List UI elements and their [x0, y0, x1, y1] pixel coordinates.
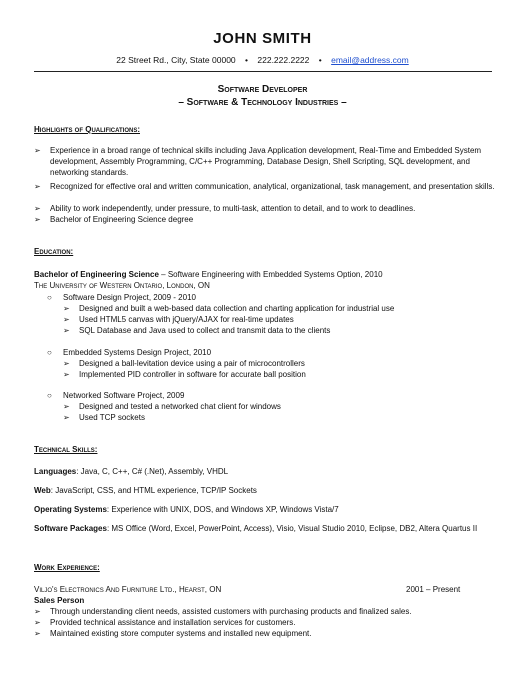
employment-dates: 2001 – Present — [406, 585, 461, 594]
circle-bullet-icon: ○ — [47, 391, 52, 400]
arrow-bullet-icon: ➢ — [63, 326, 70, 335]
project-title: Software Design Project, 2009 - 2010 — [63, 293, 196, 302]
project-bullet: Designed and built a web-based data collection and charting application for industrial use — [79, 304, 395, 313]
project-bullet: Used TCP sockets — [79, 413, 145, 422]
employer: Viljo's Electronics And Furniture Ltd., Hearst, ON — [34, 585, 222, 594]
arrow-bullet-icon: ➢ — [63, 315, 70, 324]
project-bullet: Designed a ball-levitation device using a pair of microcontrollers — [79, 359, 305, 368]
candidate-name: JOHN SMITH — [213, 30, 312, 47]
education-heading: Education: — [34, 247, 74, 256]
skill-value: : Experience with UNIX, DOS, and Windows XP, Windows Vista/7 — [106, 505, 339, 514]
degree-line — [34, 269, 383, 280]
qualification-item: Ability to work independently, under pressure, to multi-task, attention to detail, and to work to deadlines. — [50, 204, 416, 213]
arrow-bullet-icon: ➢ — [63, 402, 70, 411]
address: 22 Street Rd., City, State 00000 — [116, 55, 236, 65]
project-bullet: SQL Database and Java used to collect and transmit data to the clients — [79, 326, 331, 335]
experience-heading: Work Experience: — [34, 563, 100, 572]
job-title: Software Developer — [217, 84, 308, 95]
degree-detail: – Software Engineering with Embedded Systems Option, 2010 — [158, 270, 383, 279]
arrow-bullet-icon: ➢ — [34, 182, 41, 191]
project-bullet: Designed and tested a networked chat client for windows — [79, 402, 281, 411]
position-title: Sales Person — [34, 596, 85, 605]
qualification-item: Experience in a broad range of technical skills including Java Application development, Real-Time and Embedded System development, Assembly Programming, C/C++ Programming, Database Design, Shell Scripting, SQL development, and networking standards. — [50, 146, 482, 177]
arrow-bullet-icon: ➢ — [63, 413, 70, 422]
industry-subtitle: – Software & Technology Industries – — [178, 97, 347, 108]
qualification-item: Recognized for effective oral and written communication, analytical, organizational, task management, and presentation skills. — [50, 182, 495, 191]
skill-value: : JavaScript, CSS, and HTML experience, TCP/IP Sockets — [50, 486, 257, 495]
arrow-bullet-icon: ➢ — [34, 618, 41, 627]
project-title: Networked Software Project, 2009 — [63, 391, 185, 400]
skill-row-os — [34, 504, 339, 515]
phone: 222.222.2222 — [257, 55, 310, 65]
degree-name: Bachelor of Engineering Science — [34, 270, 159, 279]
separator-dot: • — [318, 55, 322, 65]
arrow-bullet-icon: ➢ — [63, 370, 70, 379]
experience-bullet: Through understanding client needs, assisted customers with purchasing products and finalized sales. — [50, 607, 412, 616]
skill-label: Software Packages — [34, 524, 107, 533]
skill-label: Web — [34, 486, 51, 495]
circle-bullet-icon: ○ — [47, 348, 52, 357]
experience-bullet: Provided technical assistance and installation services for customers. — [50, 618, 296, 627]
separator-dot: • — [245, 55, 249, 65]
project-bullet: Used HTML5 canvas with jQuery/AJAX for real-time updates — [79, 315, 294, 324]
arrow-bullet-icon: ➢ — [63, 304, 70, 313]
arrow-bullet-icon: ➢ — [63, 359, 70, 368]
qualification-item: Bachelor of Engineering Science degree — [50, 215, 194, 224]
project-bullet: Implemented PID controller in software for accurate ball position — [79, 370, 306, 379]
experience-bullet: Maintained existing store computer systems and installed new equipment. — [50, 629, 312, 638]
contact-line — [0, 55, 525, 65]
skills-heading: Technical Skills: — [34, 445, 98, 454]
skill-row-languages — [34, 466, 228, 477]
skill-label: Languages — [34, 467, 77, 476]
arrow-bullet-icon: ➢ — [34, 629, 41, 638]
email-link[interactable]: email@address.com — [331, 55, 409, 65]
circle-bullet-icon: ○ — [47, 293, 52, 302]
skill-row-software — [34, 523, 498, 534]
arrow-bullet-icon: ➢ — [34, 215, 41, 224]
arrow-bullet-icon: ➢ — [34, 204, 41, 213]
header-divider — [34, 71, 492, 72]
arrow-bullet-icon: ➢ — [34, 146, 41, 155]
project-title: Embedded Systems Design Project, 2010 — [63, 348, 212, 357]
skill-value: : Java, C, C++, C# (.Net), Assembly, VHDL — [76, 467, 229, 476]
qualifications-heading: Highlights of Qualifications: — [34, 125, 140, 134]
arrow-bullet-icon: ➢ — [34, 607, 41, 616]
skill-row-web — [34, 485, 257, 496]
skill-label: Operating Systems — [34, 505, 107, 514]
skill-value: : MS Office (Word, Excel, PowerPoint, Access), Visio, Visual Studio 2010, Eclipse, DB2, Altera Quartus II — [106, 524, 478, 533]
school-name: The University of Western Ontario, London, ON — [34, 281, 210, 290]
